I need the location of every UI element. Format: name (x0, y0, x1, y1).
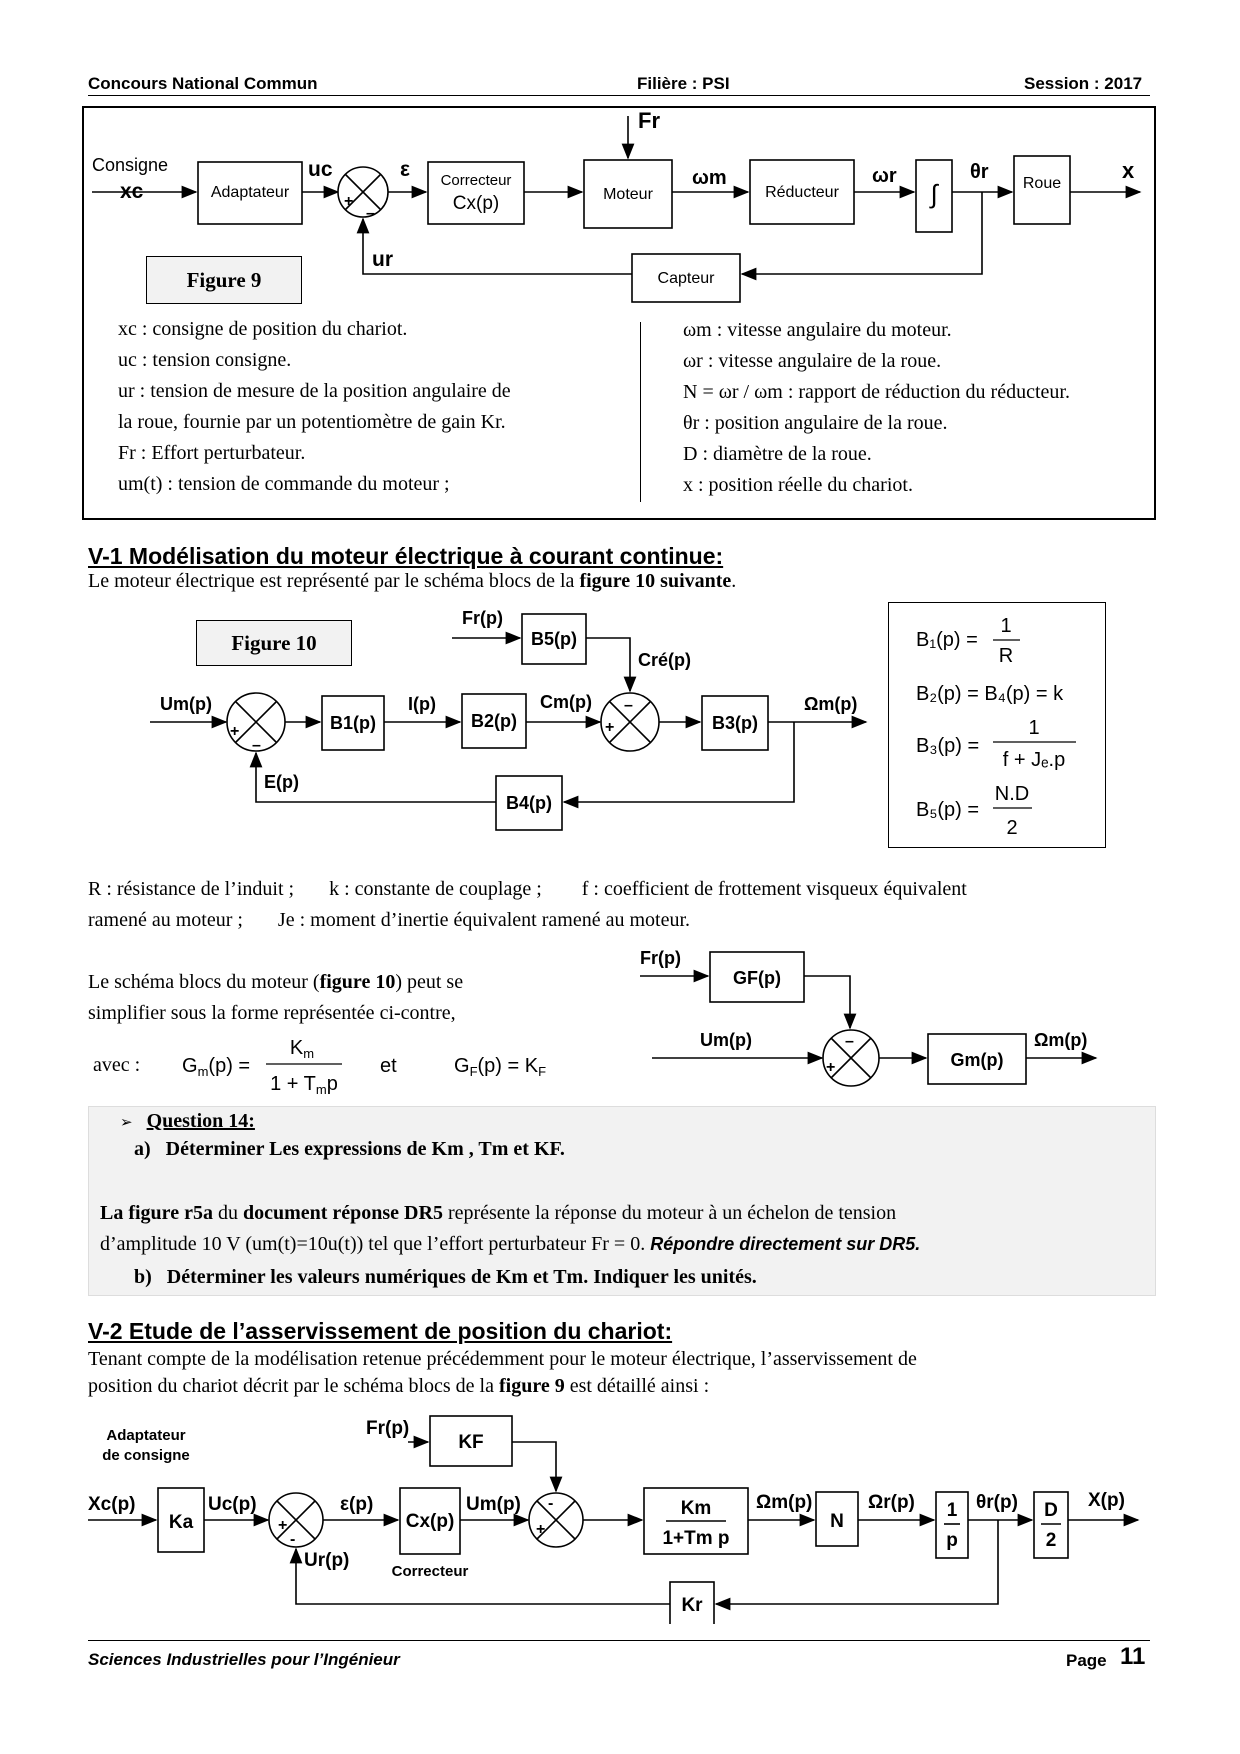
q-para-line2 (100, 1229, 1148, 1260)
fig9-consigne: Consigne (92, 155, 169, 175)
eq-b1-lhs: B₁(p) = (916, 629, 978, 651)
fig10-wm: Ωm(p) (804, 694, 858, 714)
q-para-line1 (100, 1198, 1148, 1229)
question-title-text: Question 14: (146, 1110, 255, 1132)
legend-line: Fr : Effort perturbateur. (118, 442, 306, 464)
fig10-e: E(p) (264, 772, 299, 792)
legend-line: ωr : vitesse angulaire de la roue. (683, 350, 942, 372)
legend-line: x : position réelle du chariot. (683, 474, 913, 496)
fig9-wr: ωr (872, 165, 897, 187)
fig9-capteur-label: Capteur (657, 270, 715, 287)
v2-line2 (88, 1373, 1156, 1400)
svg-text:N.D: N.D (994, 783, 1030, 805)
q-a-text: Déterminer Les expressions de Km , Tm et KF. (165, 1138, 565, 1160)
fig9-xc: xc (120, 180, 144, 203)
svg-text:+: + (826, 1059, 836, 1076)
fig10-i: I(p) (408, 694, 436, 714)
figure10-diagram (150, 600, 890, 840)
v2-line2-text: position du chariot décrit par le schéma blocs de la (88, 1375, 499, 1397)
header-left: Concours National Commun (88, 74, 318, 93)
simpl-avec: avec : (93, 1054, 141, 1076)
simpl-text: Le schéma blocs du moteur ( (88, 971, 320, 993)
final-uc: Uc(p) (208, 1494, 257, 1515)
intro-ref: figure 10 suivante (579, 570, 732, 592)
fig9-eps: ε (400, 158, 410, 181)
final-d-den: 2 (1045, 1530, 1057, 1551)
final-kr-label: Kr (681, 1595, 703, 1616)
legend-line: la roue, fournie par un potentiomètre de gain Kr. (118, 411, 506, 433)
final-eps: ε(p) (340, 1494, 374, 1515)
fig10-b3-label: B3(p) (712, 713, 758, 733)
eq-b5-lhs: B₅(p) = (916, 799, 980, 821)
svg-text:–: – (252, 737, 261, 754)
legend-line: D : diamètre de la roue. (683, 443, 872, 465)
svg-text:-: - (290, 1531, 296, 1548)
simpl-fr: Fr(p) (640, 948, 681, 968)
header-right: Session : 2017 (1024, 74, 1143, 93)
fig10-b2-label: B2(p) (471, 711, 517, 731)
v2-line1: Tenant compte de la modélisation retenue précédemment pour le moteur électrique, l’asservissement de (88, 1348, 917, 1370)
final-den-label: 1+Tm p (662, 1528, 730, 1549)
q-para2-instruction: Répondre directement sur DR5. (650, 1234, 921, 1254)
final-thr: θr(p) (976, 1492, 1018, 1513)
fig9-integ-label: ∫ (930, 179, 938, 209)
footer-page-number: 11 (1120, 1643, 1146, 1670)
legend-divider (640, 322, 641, 502)
final-adapt2: de consigne (102, 1447, 190, 1464)
eq-b2: B₂(p) = B₄(p) = k (916, 683, 1064, 705)
fig10-fr: Fr(p) (462, 608, 503, 628)
figure10-label: Figure 10 (196, 620, 352, 666)
figure9-label: Figure 9 (146, 256, 302, 304)
simpl-gm-label: Gm(p) (950, 1050, 1004, 1070)
fig9-reducteur-label: Réducteur (765, 184, 839, 201)
legend-line: θr : position angulaire de la roue. (683, 412, 948, 434)
svg-text:–: – (845, 1033, 854, 1050)
fig10-b1-label: B1(p) (330, 713, 376, 733)
svg-text:1 + Tmp: $1 + T_mp$ (270, 1073, 338, 1097)
legend-line: um(t) : tension de commande du moteur ; (118, 473, 450, 495)
fig9-roue-label: Roue (1022, 175, 1062, 192)
fig9-x: x (1122, 158, 1135, 183)
question-14-para (100, 1198, 1148, 1260)
footer-rule (88, 1640, 1150, 1641)
q-para-rest: représente la réponse du moteur à un échelon de tension (442, 1202, 897, 1224)
svg-text:+: + (278, 1517, 288, 1534)
v2-line2-end: est détaillé ainsi : (564, 1375, 710, 1397)
section-v2-title: V-2 Etude de l’asservissement de position du chariot: (88, 1318, 673, 1344)
gm-lhs: $G_m(p)$ = (182, 1055, 251, 1079)
svg-text:-: - (548, 1495, 554, 1512)
fig9-minus: – (366, 205, 375, 222)
definitions-line1: R : résistance de l’induit ; k : constante de couplage ; f : coefficient de frottement visqueux équivalent (88, 878, 967, 900)
svg-text:f + Jₑ.p: f + Jₑ.p (1002, 749, 1066, 771)
question-14-title (120, 1110, 255, 1133)
final-kf-label: KF (458, 1432, 484, 1453)
section-v1-intro (88, 570, 736, 593)
header-center: Filière : PSI (637, 74, 730, 93)
fig9-fr: Fr (638, 108, 660, 133)
svg-text:–: – (624, 697, 633, 714)
final-adapt1: Adaptateur (106, 1427, 186, 1444)
svg-text:+: + (230, 723, 240, 740)
fig9-ur: ur (372, 248, 393, 271)
svg-text:2: 2 (1006, 817, 1018, 839)
fig10-b4-label: B4(p) (506, 793, 552, 813)
final-int-num: 1 (946, 1500, 958, 1521)
svg-text:+: + (536, 1521, 546, 1538)
svg-text:1: 1 (1000, 615, 1012, 637)
svg-text:1: 1 (1028, 717, 1040, 739)
final-ka-label: Ka (168, 1512, 194, 1533)
fig9-correcteur-label: Correcteur (440, 172, 512, 189)
fig9-wm: ωm (692, 167, 727, 189)
q-para2-text: d’amplitude 10 V (um(t)=10u(t)) tel que l’effort perturbateur Fr = 0. (100, 1233, 651, 1255)
intro-end: . (731, 570, 737, 592)
position-control-diagram (88, 1404, 1158, 1624)
legend-line: xc : consigne de position du chariot. (118, 318, 408, 340)
final-correcteur: Correcteur (391, 1563, 469, 1580)
intro-text: Le moteur électrique est représenté par le schéma blocs de la (88, 570, 580, 592)
section-v1-title: V-1 Modélisation du moteur électrique à courant continue: (88, 543, 724, 569)
simpl-wm: Ωm(p) (1034, 1030, 1088, 1050)
final-cx-label: Cx(p) (405, 1511, 455, 1532)
svg-text:+: + (605, 719, 615, 736)
final-um: Um(p) (466, 1494, 521, 1515)
final-x: X(p) (1088, 1490, 1125, 1511)
final-int-den: p (946, 1530, 958, 1551)
fig10-equations (888, 602, 1106, 848)
final-km-label: Km (680, 1498, 712, 1519)
legend-line: N = ωr / ωm : rapport de réduction du réducteur. (683, 381, 1070, 403)
simpl-line2: simplifier sous la forme représentée ci-contre, (88, 1002, 456, 1024)
fig9-plus: + (344, 193, 354, 210)
fig10-cre: Cré(p) (638, 650, 691, 670)
simpl-gf-label: GF(p) (733, 968, 781, 988)
simplified-motor-diagram (640, 946, 1110, 1096)
q-b-text: Déterminer les valeurs numériques de Km et Tm. Indiquer les unités. (166, 1266, 757, 1288)
fig9-thr: θr (970, 161, 989, 183)
legend-line: ωm : vitesse angulaire du moteur. (683, 319, 952, 341)
simpl-et: et (380, 1055, 397, 1077)
simpl-line1 (88, 967, 568, 998)
eq-b3-lhs: B₃(p) = (916, 735, 980, 757)
fig10-um: Um(p) (160, 694, 212, 714)
fig9-legend-right (683, 315, 1153, 501)
gf-formula: $G_F(p) = K_F$ (454, 1055, 547, 1079)
q-para-ref1: La figure r5a (100, 1202, 213, 1224)
final-fr: Fr(p) (366, 1418, 410, 1439)
fig9-legend-left (118, 314, 618, 500)
question-14b (134, 1266, 757, 1289)
fig9-moteur-label: Moteur (603, 186, 653, 203)
fig10-cm: Cm(p) (540, 692, 592, 712)
q-a-label: a) (134, 1138, 151, 1160)
final-wr: Ωr(p) (868, 1492, 915, 1513)
fig9-cx-label: Cx(p) (452, 193, 500, 214)
q-para-ref2: document réponse DR5 (242, 1202, 443, 1224)
q-b-label: b) (134, 1266, 152, 1288)
arrow-bullet-icon: ➢ (120, 1113, 133, 1131)
svg-text:R: R (998, 645, 1014, 667)
final-n-label: N (830, 1511, 844, 1532)
fig9-uc: uc (308, 158, 333, 181)
legend-line: uc : tension consigne. (118, 349, 292, 371)
final-wm: Ωm(p) (756, 1492, 813, 1513)
q-para-du: du (212, 1202, 243, 1224)
v2-line2-ref: figure 9 (498, 1375, 565, 1397)
simpl-text-end: ) peut se (395, 971, 464, 993)
final-xc: Xc(p) (88, 1494, 136, 1515)
question-14a (134, 1138, 565, 1161)
fig10-b5-label: B5(p) (531, 629, 577, 649)
fig9-adaptateur-label: Adaptateur (210, 184, 290, 201)
header-rule (88, 95, 1150, 96)
final-d-num: D (1044, 1500, 1058, 1521)
simpl-formulas (178, 1028, 578, 1098)
footer-page-label: Page (1066, 1651, 1107, 1670)
legend-line: ur : tension de mesure de la position angulaire de (118, 380, 511, 402)
simpl-um: Um(p) (700, 1030, 752, 1050)
simpl-ref: figure 10 (319, 971, 396, 993)
footer-left: Sciences Industrielles pour l’Ingénieur (88, 1650, 400, 1669)
section-v2-intro (88, 1346, 1156, 1400)
final-ur: Ur(p) (304, 1550, 350, 1571)
definitions-line2: ramené au moteur ; Je : moment d’inertie équivalent ramené au moteur. (88, 909, 691, 931)
svg-text:Km: $K_m$ (289, 1037, 315, 1061)
